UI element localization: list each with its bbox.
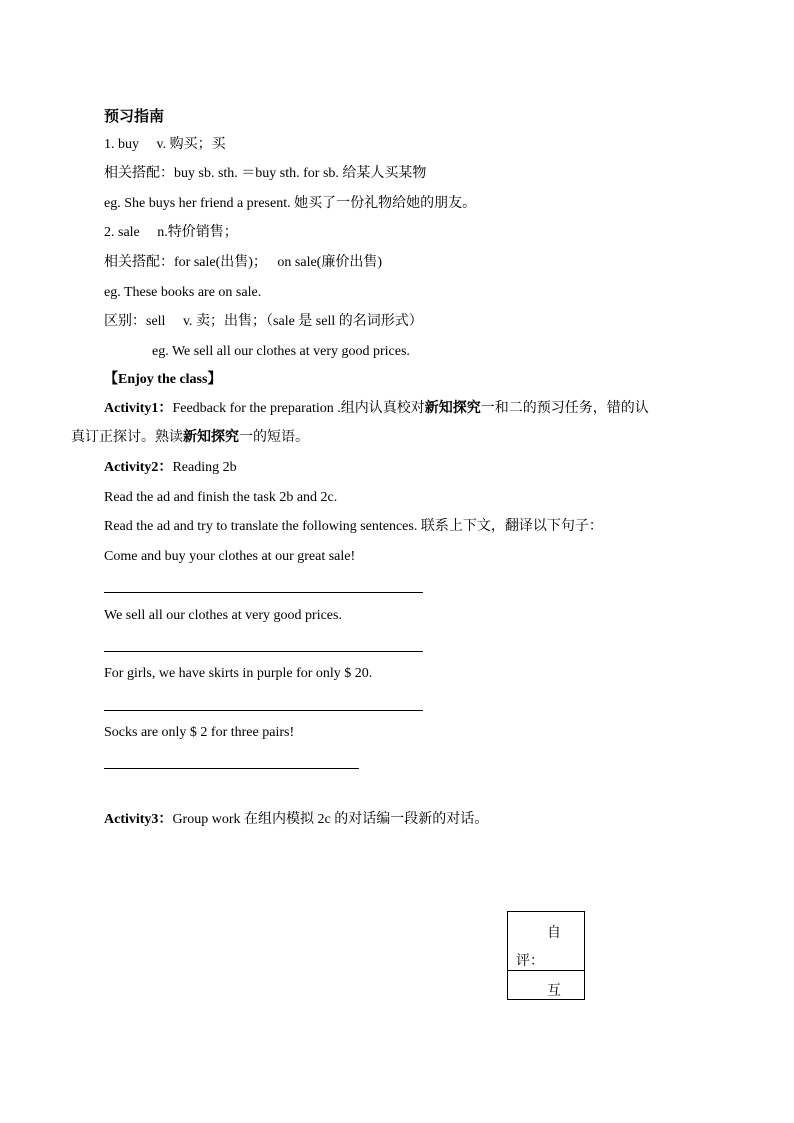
- preview-sale-example: eg. These books are on sale.: [104, 285, 262, 300]
- activity1-text-c: 真订正探讨。熟读: [71, 430, 183, 445]
- sentence-1: Come and buy your clothes at our great sale!: [104, 549, 356, 564]
- activity2-line: [104, 459, 237, 477]
- answer-blank-2[interactable]: [104, 651, 423, 652]
- preview-difference: 区别：sell v. 卖；出售；（sale 是 sell 的名词形式）: [104, 314, 423, 329]
- preview-buy-example: eg. She buys her friend a present. 她买了一份礼物给她的朋友。: [104, 196, 477, 211]
- preview-sale-collocation: 相关搭配：for sale(出售)； on sale(廉价出售): [104, 255, 383, 270]
- activity2-label: Activity2：: [104, 460, 173, 475]
- activity1-text-a: Feedback for the preparation .组内认真校对: [172, 401, 425, 416]
- preview-heading: 预习指南: [104, 109, 165, 125]
- activity2-task-1: Read the ad and finish the task 2b and 2c.: [104, 490, 338, 505]
- answer-blank-1[interactable]: [104, 592, 423, 593]
- preview-item-sale: 2. sale n.特价销售；: [104, 225, 238, 240]
- sentence-4: Socks are only $ 2 for three pairs!: [104, 725, 295, 740]
- activity3-text: Group work 在组内模拟 2c 的对话编一段新的对话。: [172, 812, 489, 827]
- activity3-line: [104, 811, 488, 829]
- preview-item-buy: 1. buy v. 购买；买: [104, 137, 226, 152]
- activity1-text-b: 一和二的预习任务，错的认: [480, 401, 649, 416]
- preview-difference-example: eg. We sell all our clothes at very good prices.: [152, 344, 410, 359]
- activity2-task-2: Read the ad and try to translate the following sentences. 联系上下文，翻译以下句子：: [104, 519, 603, 534]
- activity1-text-d: 一的短语。: [239, 430, 309, 445]
- peer-eval-char: 互: [547, 984, 561, 999]
- activity3-label: Activity3：: [104, 812, 173, 827]
- activity1-bold-1: 新知探究: [424, 401, 481, 416]
- evaluation-box: [507, 911, 585, 1000]
- answer-blank-4[interactable]: [104, 768, 359, 769]
- self-eval-char-1: 自: [547, 926, 561, 941]
- activity1-label: Activity1：: [104, 401, 173, 416]
- activity1-line1: [104, 400, 649, 418]
- activity2-text: Reading 2b: [172, 460, 237, 475]
- sentence-2: We sell all our clothes at very good prices.: [104, 608, 342, 623]
- class-section-heading: 【Enjoy the class】: [104, 372, 222, 387]
- activity1-line2: [71, 429, 309, 447]
- answer-blank-3[interactable]: [104, 710, 423, 711]
- activity1-bold-2: 新知探究: [183, 430, 239, 445]
- preview-buy-collocation: 相关搭配：buy sb. sth. ＝buy sth. for sb. 给某人买某物: [104, 166, 427, 181]
- sentence-3: For girls, we have skirts in purple for only $ 20.: [104, 666, 373, 681]
- self-eval-char-2: 评：: [516, 954, 544, 969]
